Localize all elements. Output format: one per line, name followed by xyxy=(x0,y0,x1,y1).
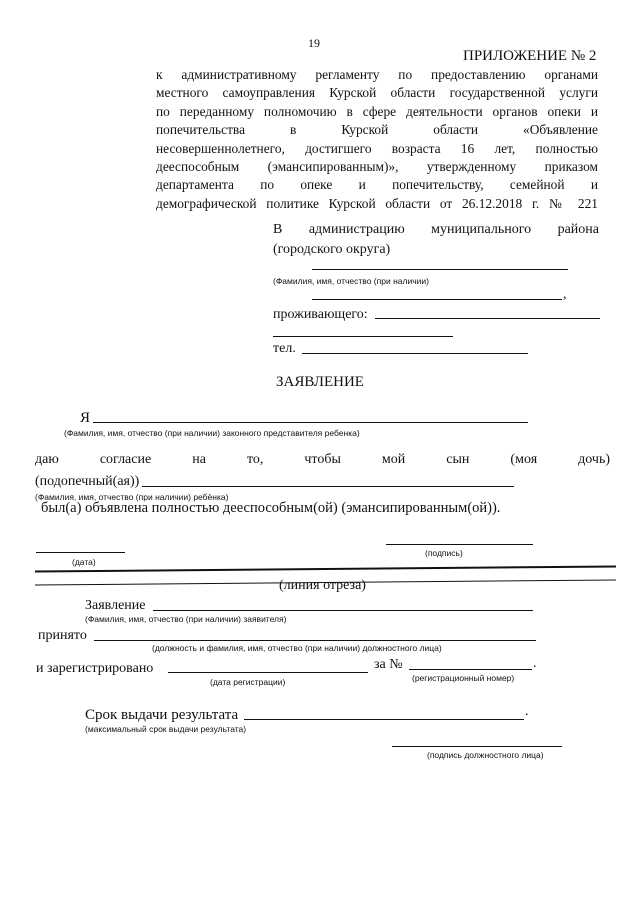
registration-date-caption: (дата регистрации) xyxy=(210,677,286,687)
i-label: Я xyxy=(80,410,91,426)
declared-line: был(а) объявлена полностью дееспособным(ой) (эмансипированным(ой)). xyxy=(41,500,501,516)
registration-number-caption: (регистрационный номер) xyxy=(412,673,515,683)
preamble-line: местного самоуправления Курской области государственной услуги xyxy=(156,85,598,101)
addressee-line-2: (городского округа) xyxy=(273,242,391,257)
preamble-line: попечительства в Курской области «Объявление xyxy=(156,122,598,138)
official-signature-caption: (подпись должностного лица) xyxy=(427,750,544,760)
preamble-line: департамента по опеке и попечительству, семейной и xyxy=(156,177,598,193)
registration-period: . xyxy=(533,656,537,671)
preamble-line: к административному регламенту по предоставлению органами xyxy=(156,67,598,82)
deadline-label: Срок выдачи результата xyxy=(85,707,239,723)
signature-caption: (подпись) xyxy=(425,548,463,558)
official-signature-line[interactable] xyxy=(392,746,562,747)
receipt-statement-label: Заявление xyxy=(85,598,146,613)
preamble-line: дееспособным (эмансипированным)», утвержденному приказом xyxy=(156,158,598,174)
preamble-line: по переданному полномочию в сфере деятельности органов опеки и xyxy=(156,103,598,119)
deadline-line[interactable] xyxy=(244,719,524,720)
child-caption: (Фамилия, имя, отчество (при наличии) ребёнка) xyxy=(35,492,229,502)
addressee-comma: , xyxy=(563,287,567,302)
child-line[interactable] xyxy=(142,486,514,487)
residing-address-line[interactable] xyxy=(375,318,600,319)
registered-label: и зарегистрировано xyxy=(36,661,154,676)
appendix-title: ПРИЛОЖЕНИЕ № 2 xyxy=(463,48,597,64)
accepted-label: принято xyxy=(38,628,87,643)
addressee-fio-line[interactable] xyxy=(312,269,568,270)
preamble xyxy=(156,66,598,213)
ward-label: (подопечный(ая)) xyxy=(35,474,140,489)
representative-line[interactable] xyxy=(93,422,528,423)
statement-title: ЗАЯВЛЕНИЕ xyxy=(276,374,364,390)
addressee-line-1: В администрацию муниципального района xyxy=(273,222,599,237)
applicant-line[interactable] xyxy=(153,610,533,611)
residing-address-line-2[interactable] xyxy=(273,336,453,337)
phone-label: тел. xyxy=(273,341,296,356)
signature-line[interactable] xyxy=(386,544,533,545)
deadline-caption: (максимальный срок выдачи результата) xyxy=(85,724,247,734)
preamble-line: демографической политике Курской области от 26.12.2018 г. № 221 xyxy=(156,195,598,211)
phone-line[interactable] xyxy=(302,353,528,354)
consent-line: даю согласие на то, чтобы мой сын (моя дочь) xyxy=(35,452,610,467)
registration-number-line[interactable] xyxy=(409,669,532,670)
residing-label: проживающего: xyxy=(273,307,368,322)
addressee-fio-line-2[interactable] xyxy=(312,299,562,300)
official-line[interactable] xyxy=(94,640,536,641)
preamble-line: несовершеннолетнего, достигшего возраста 16 лет, полностью xyxy=(156,140,598,156)
date-caption: (дата) xyxy=(72,557,96,567)
addressee-fio-caption: (Фамилия, имя, отчество (при наличии) xyxy=(273,276,429,286)
representative-caption: (Фамилия, имя, отчество (при наличии) законного представителя ребенка) xyxy=(64,428,360,438)
deadline-period: . xyxy=(525,704,529,719)
official-caption: (должность и фамилия, имя, отчество (при наличии) должностного лица) xyxy=(152,643,442,653)
number-label: за № xyxy=(374,657,403,672)
cut-line-label: (линия отреза) xyxy=(279,578,366,593)
page-number: 19 xyxy=(308,36,320,50)
date-line[interactable] xyxy=(36,552,125,553)
registration-date-line[interactable] xyxy=(168,672,368,673)
applicant-caption: (Фамилия, имя, отчество (при наличии) заявителя) xyxy=(85,614,287,624)
